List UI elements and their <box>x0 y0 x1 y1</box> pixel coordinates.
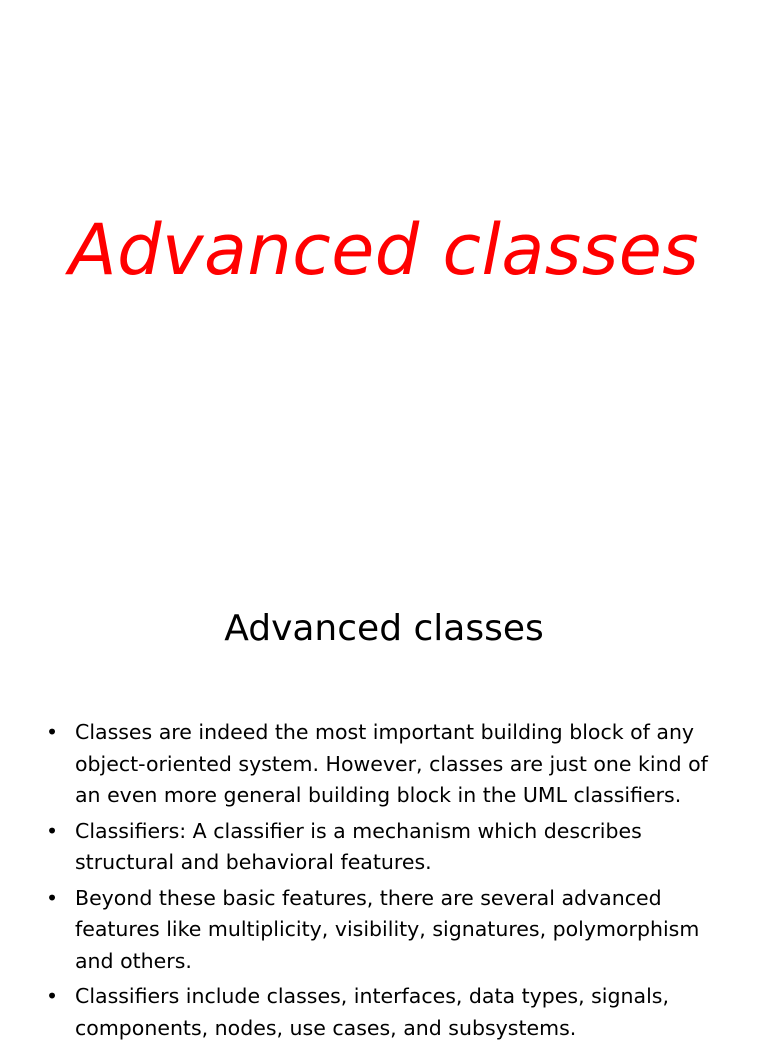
bullet-item <box>46 981 726 1044</box>
bullet-marker: • <box>46 984 59 1008</box>
bullet-item <box>46 816 726 879</box>
bullet-text: Beyond these basic features, there are several advanced features like multiplicity, visibility, signatures, polymorphism and others. <box>75 885 700 973</box>
slide-title: Advanced classes <box>68 209 700 291</box>
bullet-marker: • <box>46 885 59 910</box>
bullet-text: Classifiers: A classifier is a mechanism which describes structural and behavioral features. <box>75 818 642 874</box>
bullet-item <box>46 717 726 812</box>
bullet-item <box>46 883 726 978</box>
bullet-list <box>46 717 726 1048</box>
slide-heading: Advanced classes <box>224 608 544 649</box>
bullet-text: Classifiers include classes, interfaces, data types, signals, components, nodes, use cases, and subsystems. <box>75 984 669 1040</box>
bullet-text: Classes are indeed the most important building block of any object-oriented system. However, classes are just one kind of an even more general building block in the UML classifiers. <box>75 720 708 807</box>
bullet-marker: • <box>46 818 59 843</box>
bullet-marker: • <box>46 720 59 744</box>
